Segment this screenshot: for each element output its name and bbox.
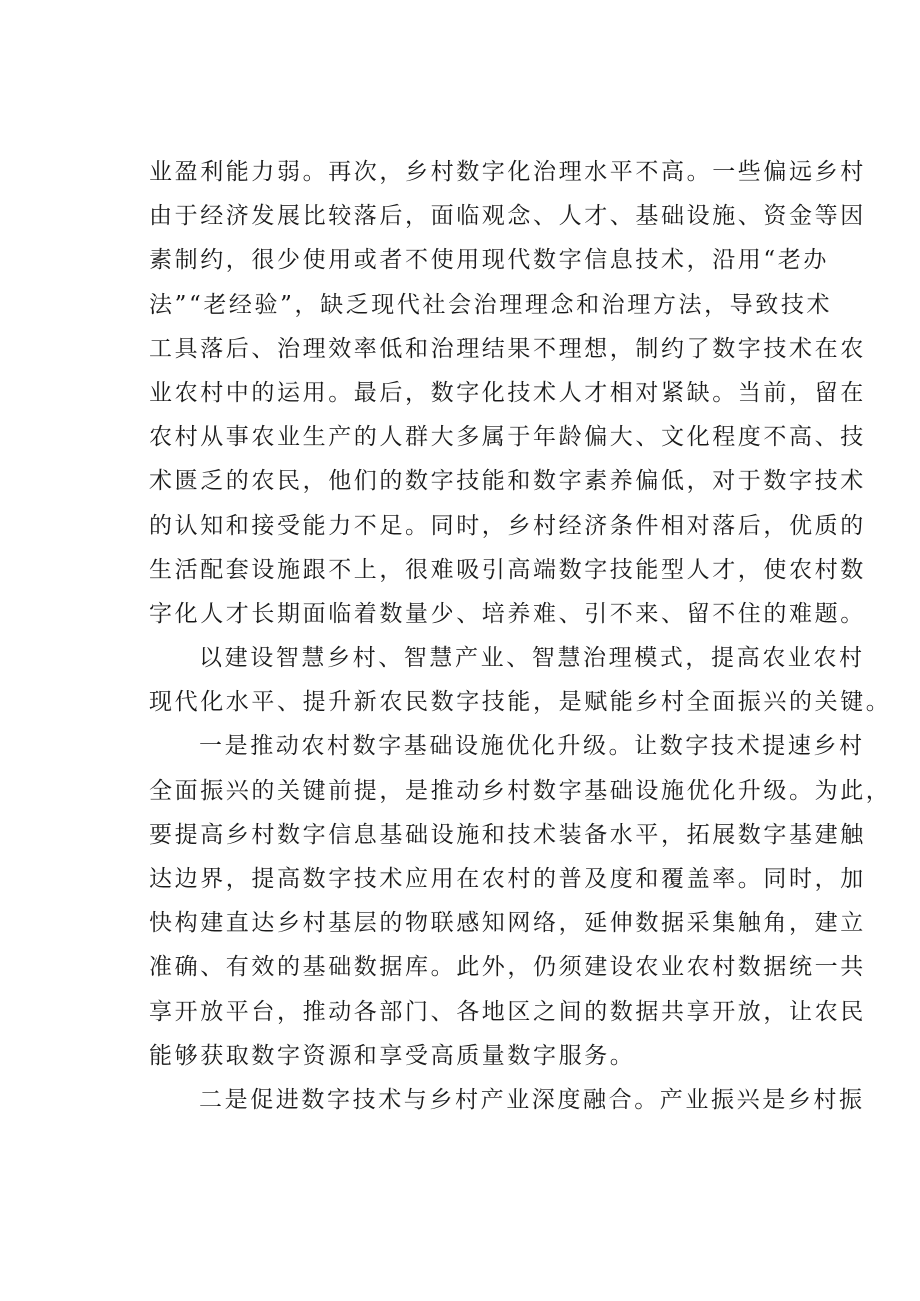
text-line: 能够获取数字资源和享受高质量数字服务。 (149, 1042, 636, 1069)
text-line: 现代化水平、提升新农民数字技能，是赋能乡村全面振兴的关键。 (149, 689, 892, 716)
text-line: 一是推动农村数字基础设施优化升级。让数字技术提速乡村 (199, 733, 865, 760)
document-body (149, 150, 892, 1122)
text-line: 享开放平台，推动各部门、各地区之间的数据共享开放，让农民 (149, 998, 866, 1025)
text-line: 工具落后、治理效率低和治理结果不理想，制约了数字技术在农 (149, 335, 866, 362)
text-line: 达边界，提高数字技术应用在农村的普及度和覆盖率。同时，加 (149, 866, 866, 892)
text-line: 素制约，很少使用或者不使用现代数字信息技术，沿用“老办 (149, 247, 829, 274)
text-line: 字化人才长期面临着数量少、培养难、引不来、留不住的难题。 (149, 600, 866, 627)
text-line: 业盈利能力弱。再次，乡村数字化治理水平不高。一些偏远乡村 (149, 159, 866, 185)
text-line: 以建设智慧乡村、智慧产业、智慧治理模式，提高农业农村 (199, 645, 865, 672)
text-line: 的认知和接受能力不足。同时，乡村经济条件相对落后，优质的 (149, 512, 866, 539)
text-line: 农村从事农业生产的人群大多属于年龄偏大、文化程度不高、技 (149, 424, 866, 451)
text-line: 全面振兴的关键前提，是推动乡村数字基础设施优化升级。为此， (149, 777, 892, 804)
text-line: 法”“老经验”，缺乏现代社会治理理念和治理方法，导致技术 (149, 291, 833, 318)
text-line: 准确、有效的基础数据库。此外，仍须建设农业农村数据统一共 (149, 954, 866, 981)
text-line: 术匮乏的农民，他们的数字技能和数字素养偏低，对于数字技术 (149, 468, 866, 495)
text-line: 二是促进数字技术与乡村产业深度融合。产业振兴是乡村振 (199, 1086, 865, 1113)
text-line: 由于经济发展比较落后，面临观念、人才、基础设施、资金等因 (149, 203, 866, 230)
text-line: 生活配套设施跟不上，很难吸引高端数字技能型人才，使农村数 (149, 556, 866, 583)
text-line: 业农村中的运用。最后，数字化技术人才相对紧缺。当前，留在 (149, 379, 866, 406)
text-line: 要提高乡村数字信息基础设施和技术装备水平，拓展数字基建触 (149, 821, 866, 848)
text-line: 快构建直达乡村基层的物联感知网络，延伸数据采集触角，建立 (149, 910, 866, 937)
